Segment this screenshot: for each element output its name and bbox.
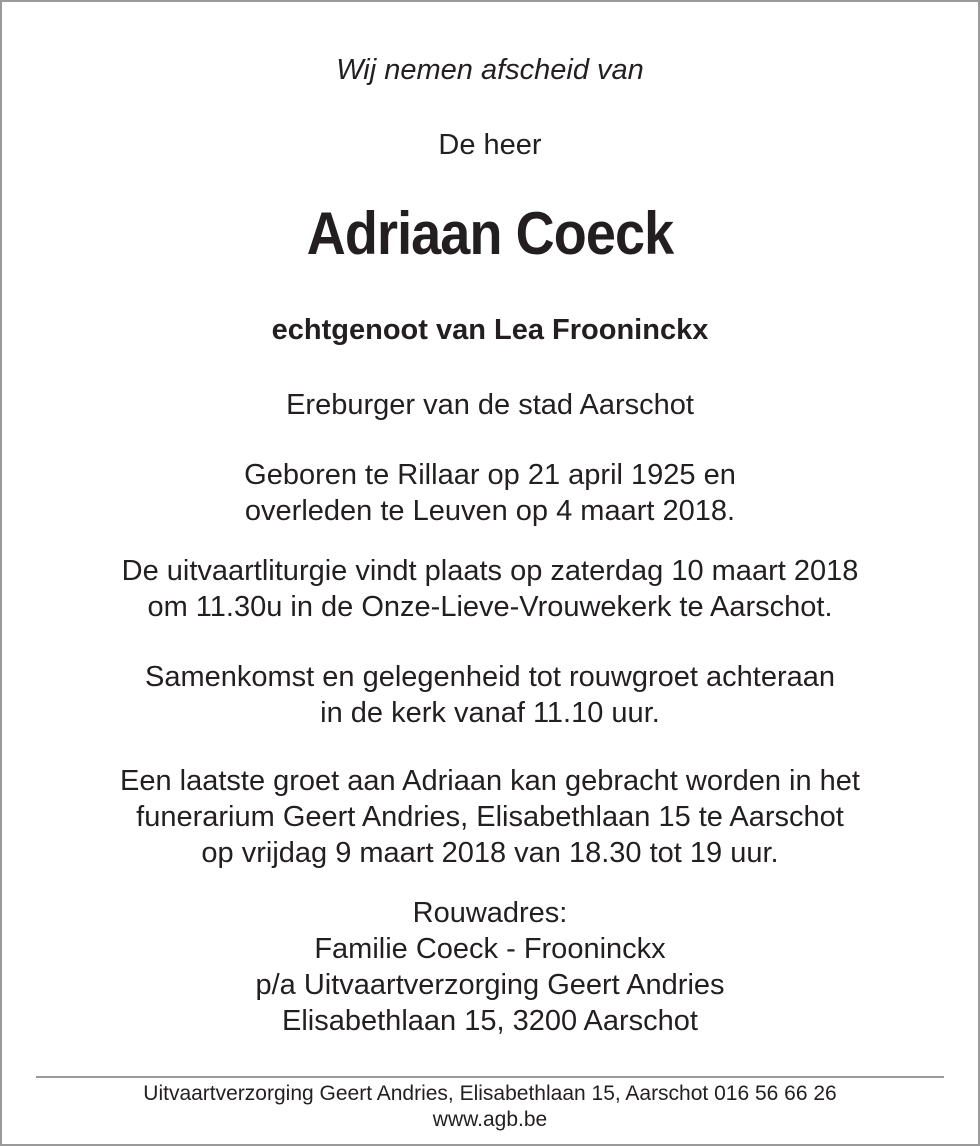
address-line: p/a Uitvaartverzorging Geert Andries xyxy=(255,969,725,1001)
farewell-paragraph xyxy=(0,763,980,871)
paragraph-line: in de kerk vanaf 11.10 uur. xyxy=(320,697,660,729)
footer-divider xyxy=(36,1076,944,1078)
gathering-paragraph xyxy=(0,659,980,731)
birth-death-paragraph xyxy=(0,457,980,529)
paragraph-line: op vrijdag 9 maart 2018 van 18.30 tot 19 uur. xyxy=(201,837,779,869)
paragraph-line: om 11.30u in de Onze-Lieve-Vrouwekerk te Aarschot. xyxy=(147,591,833,623)
honorary-citizen-line: Ereburger van de stad Aarschot xyxy=(286,389,694,421)
mourning-address xyxy=(0,895,980,1039)
paragraph-line: Samenkomst en gelegenheid tot rouwgroet achteraan xyxy=(145,661,835,693)
paragraph-line: De uitvaartliturgie vindt plaats op zaterdag 10 maart 2018 xyxy=(121,555,859,587)
deceased-name: Adriaan Coeck xyxy=(306,200,674,267)
address-line: Elisabethlaan 15, 3200 Aarschot xyxy=(282,1005,698,1037)
funeral-home-info: Uitvaartverzorging Geert Andries, Elisabethlaan 15, Aarschot 016 56 66 26 xyxy=(143,1082,837,1105)
honorific-title: De heer xyxy=(438,129,542,161)
paragraph-line: funerarium Geert Andries, Elisabethlaan 15 te Aarschot xyxy=(136,801,844,833)
paragraph-line: Een laatste groet aan Adriaan kan gebracht worden in het xyxy=(119,765,860,797)
funeral-home-website: www.agb.be xyxy=(432,1108,548,1131)
liturgy-paragraph xyxy=(0,553,980,625)
paragraph-line: Geboren te Rillaar op 21 april 1925 en xyxy=(244,459,736,491)
spouse-line: echtgenoot van Lea Frooninckx xyxy=(271,314,709,346)
address-heading: Rouwadres: xyxy=(412,897,568,929)
paragraph-line: overleden te Leuven op 4 maart 2018. xyxy=(244,495,736,527)
intro-text: Wij nemen afscheid van xyxy=(336,54,644,86)
address-line: Familie Coeck - Frooninckx xyxy=(314,933,666,965)
